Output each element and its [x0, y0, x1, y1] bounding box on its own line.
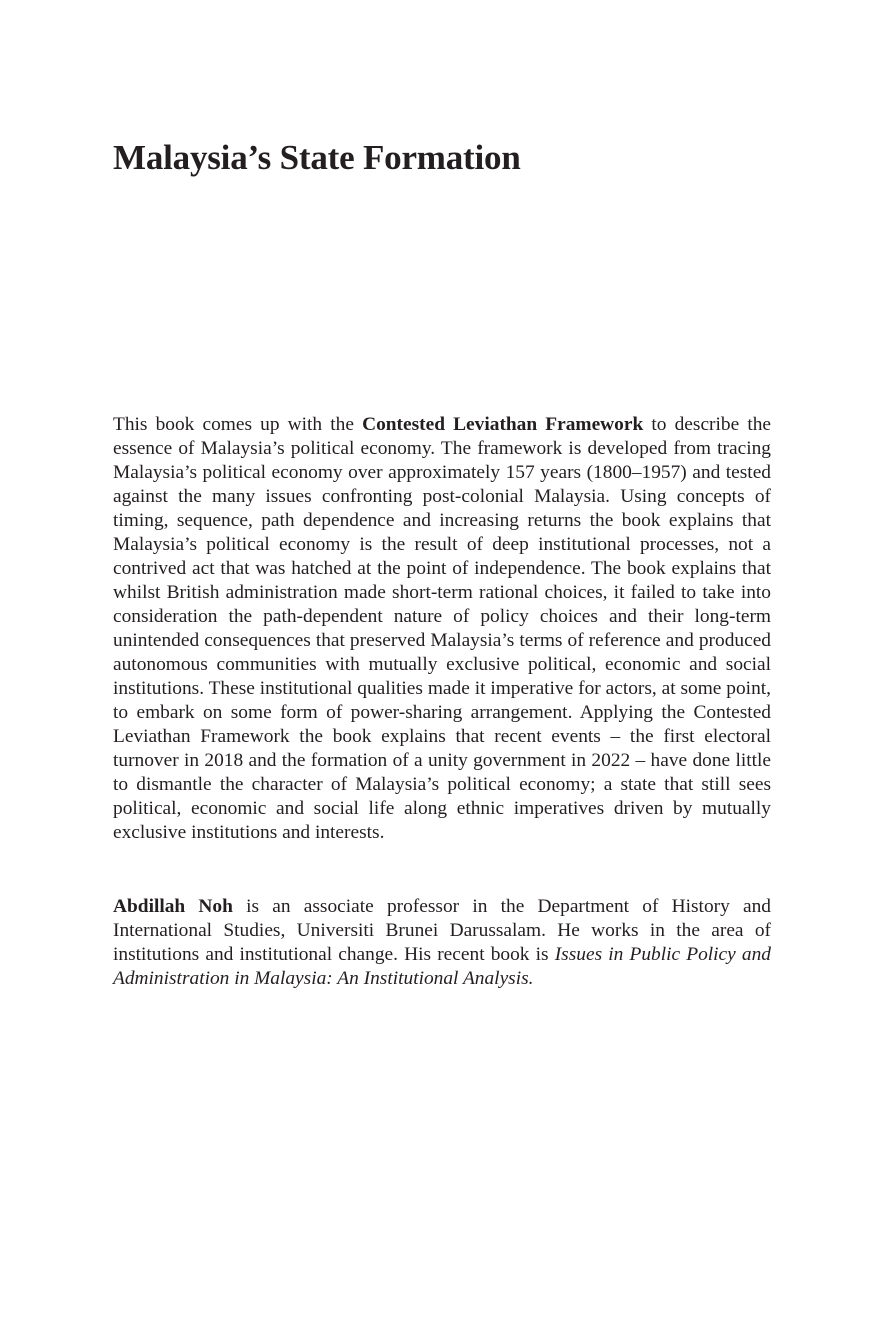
page-title: Malaysia’s State Formation [113, 138, 521, 177]
framework-name: Contested Leviathan Framework [362, 414, 644, 435]
author-bio-text: is an associate professor in the Department of History and International Studies, Universiti Brunei Darussalam. He works in the area of institutions and institutional change. His recent book is [113, 896, 771, 965]
blurb-lead: This book comes up with the [113, 414, 363, 435]
recent-book-title: Issues in Public Policy and Administration in Malaysia: An Institutional Analysis [113, 944, 771, 989]
book-description [113, 413, 771, 845]
blurb-body: to describe the essence of Malaysia’s political economy. The framework is developed from tracing Malaysia’s political economy over approximately 157 years (1800–1957) and tested against the many issues confronting post-colonial Malaysia. Using concepts of timing, sequence, path dependence and increasing returns the book explains that Malaysia’s political economy is the result of deep institutional processes, not a contrived act that was hatched at the point of independence. The book explains that whilst British administration made short-term rational choices, it failed to take into consideration the path-dependent nature of policy choices and their long-term unintended consequences that preserved Malaysia’s terms of reference and produced autonomous communities with mutually exclusive political, economic and social institutions. These institutional qualities made it imperative for actors, at some point, to embark on some form of power-sharing arrangement. Applying the Contested Leviathan Framework the book explains that recent events – the first electoral turnover in 2018 and the formation of a unity government in 2022 – have done little to dismantle the character of Malaysia’s political economy; a state that still sees political, economic and social life along ethnic imperatives driven by mutually exclusive institutions and interests. [113, 414, 772, 843]
author-bio-end: . [528, 968, 534, 989]
author-name: Abdillah Noh [113, 896, 233, 917]
author-bio [113, 895, 771, 991]
